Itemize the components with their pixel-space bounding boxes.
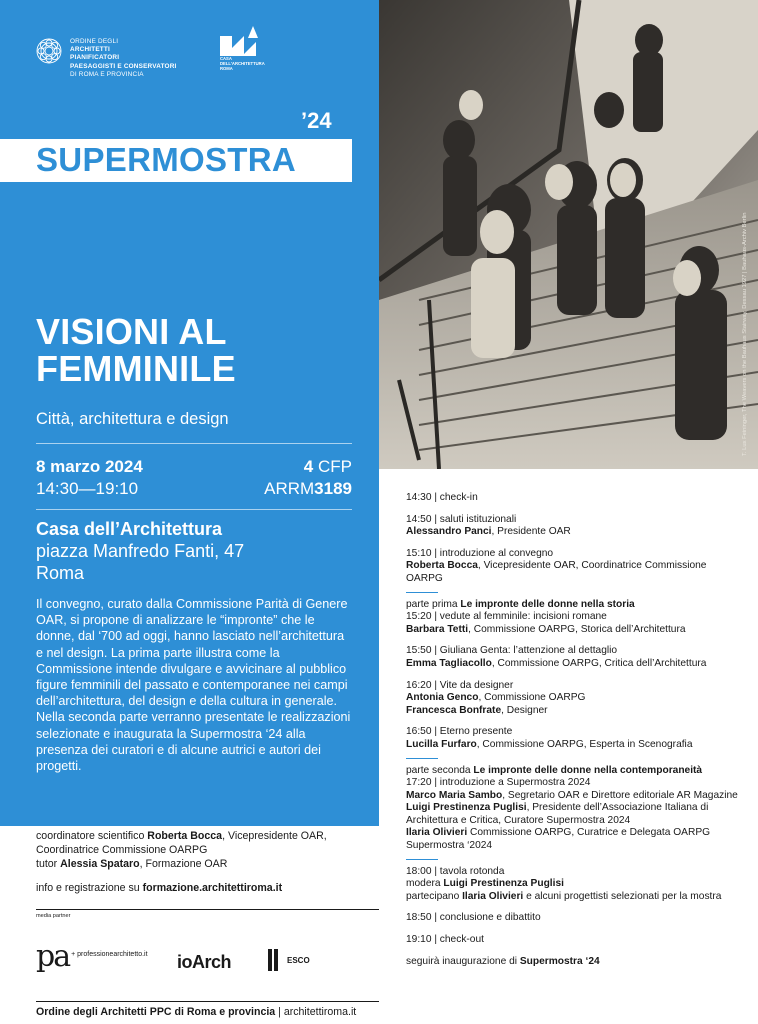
speaker-role: , Vicepresidente OAR, Coordinatrice Commissione OARPG <box>406 560 707 584</box>
org-line: PAESAGGISTI E CONSERVATORI <box>70 62 177 70</box>
year-badge: ’24 <box>301 108 332 133</box>
org-line: ORDINE DEGLI <box>70 38 119 45</box>
esco-bars-icon <box>268 949 284 971</box>
event-date: 8 marzo 2024 <box>36 457 143 476</box>
moderator-label: modera <box>406 878 444 890</box>
program-time: 18:50 | conclusione e dibattito <box>406 912 541 924</box>
speaker-name: Luigi Prestinenza Puglisi <box>406 802 527 814</box>
program-time: 17:20 | introduzione a Supermostra 2024 <box>406 777 591 789</box>
ioarch-logo: ioArch <box>177 952 232 972</box>
speaker-role: , Commissione OARPG, Storica dell’Architettura <box>468 623 686 635</box>
subtitle: Città, architettura e design <box>36 410 229 428</box>
page-title <box>36 313 236 387</box>
speaker-role: , Presidente OAR <box>491 526 571 538</box>
title-line: VISIONI AL <box>36 311 227 352</box>
program-item <box>406 548 746 586</box>
speaker-name: Alessandro Panci <box>406 526 492 538</box>
casa-label: CASA DELL'ARCHITETTURA ROMA <box>220 56 265 71</box>
tutor-suffix: , Formazione OAR <box>139 858 228 870</box>
separator <box>406 758 438 759</box>
code-prefix: ARRM <box>264 479 315 498</box>
supermostra-title: SUPERMOSTRA <box>36 141 296 178</box>
participants-label: partecipano <box>406 890 463 902</box>
part-title: Le impronte delle donne nella storia <box>460 598 635 610</box>
org-line: PIANIFICATORI <box>70 54 120 62</box>
code-number: 3189 <box>314 479 352 498</box>
photo-illustration-icon <box>379 0 758 469</box>
speaker-line <box>406 560 746 585</box>
coordination-info <box>36 829 366 871</box>
speaker-line <box>406 827 746 852</box>
speaker-role: , Commissione OARPG, Critica dell’Architettura <box>491 657 707 669</box>
speaker-line <box>406 658 746 671</box>
speaker-name: Antonia Genco <box>406 692 479 704</box>
program-schedule <box>406 492 746 977</box>
part-title: Le impronte delle donne nella contemporaneità <box>473 764 703 776</box>
program-item <box>406 912 746 925</box>
speaker-name: Barbara Tetti <box>406 623 469 635</box>
speaker-line <box>406 692 746 705</box>
program-item <box>406 492 746 505</box>
speaker-name: Francesca Bonfrate <box>406 704 502 716</box>
speaker-name: Ilaria Olivieri <box>406 827 468 839</box>
speaker-role: , Commissione OARPG, Esperta in Scenografia <box>476 738 693 750</box>
coord-name: Roberta Bocca <box>147 830 223 842</box>
part-heading <box>406 599 746 612</box>
speaker-role: , Presidente dell’Associazione Italiana di Architettura e Critica, Curatore Supermostra 2024 <box>406 802 709 826</box>
speaker-line <box>406 790 746 803</box>
part-label: parte seconda <box>406 764 474 776</box>
moderator-line <box>406 878 746 891</box>
program-time: 15:20 | vedute al femminile: incisioni romane <box>406 611 607 623</box>
footer-org: Ordine degli Architetti PPC di Roma e provincia <box>36 1006 276 1018</box>
speaker-name: Lucilla Furfaro <box>406 738 477 750</box>
program-part-one <box>406 599 746 637</box>
closing-prefix: seguirà inaugurazione di <box>406 955 520 967</box>
program-time: 15:50 | Giuliana Genta: l’attenzione al dettaglio <box>406 645 618 657</box>
media-partner-label: media partner <box>36 913 71 919</box>
program-time: 14:50 | saluti istituzionali <box>406 513 517 525</box>
participants-line <box>406 891 746 904</box>
coord-prefix: coordinatore scientifico <box>36 830 148 842</box>
cfp-number: 4 <box>303 457 314 476</box>
event-panel <box>0 0 379 826</box>
speaker-line <box>406 802 746 827</box>
participants-rest: e alcuni progettisti selezionati per la mostra <box>523 890 722 902</box>
footer <box>36 1006 356 1018</box>
speaker-role: , Segretario OAR e Direttore editoriale AR Magazine <box>502 789 738 801</box>
program-time: 15:10 | introduzione al convegno <box>406 547 554 559</box>
speaker-line <box>406 739 746 752</box>
speaker-name: Luigi Prestinenza Puglisi <box>443 878 564 890</box>
speaker-role: Commissione OARPG, Curatrice e Delegata OARPG Supermostra ‘2024 <box>406 827 711 852</box>
divider <box>36 1001 379 1002</box>
divider <box>36 443 352 444</box>
venue-city: Roma <box>36 563 85 583</box>
part-label: parte prima <box>406 598 461 610</box>
program-item <box>406 866 746 904</box>
speaker-name: Ilaria Olivieri <box>462 890 524 902</box>
speaker-line <box>406 624 746 637</box>
speaker-role: , Commissione OARPG <box>478 692 586 704</box>
program-time: 19:10 | check-out <box>406 934 484 946</box>
separator <box>406 859 438 860</box>
separator <box>406 592 438 593</box>
registration-link[interactable]: formazione.architettiroma.it <box>142 882 283 894</box>
pa-mark: pa <box>36 939 70 974</box>
coord-line: Coordinatrice Commissione OARPG <box>36 844 208 856</box>
venue-name: Casa dell’Architettura <box>36 519 223 539</box>
program-item <box>406 934 746 947</box>
program-time: 18:00 | tavola rotonda <box>406 865 505 877</box>
program-part-two <box>406 765 746 853</box>
org-line: ARCHITETTI <box>70 46 110 54</box>
oar-name <box>70 38 177 79</box>
program-item <box>406 645 746 670</box>
coord-suffix: , Vicepresidente OAR, <box>222 830 327 842</box>
divider <box>36 909 379 910</box>
coord-line <box>36 829 366 843</box>
cfp-label: CFP <box>313 457 352 476</box>
speaker-line <box>406 526 746 539</box>
venue-address: piazza Manfredo Fanti, 47 <box>36 541 245 561</box>
divider <box>36 509 352 510</box>
registration-info <box>36 882 282 894</box>
pa-text: + professionearchitetto.it <box>71 951 148 958</box>
program-time: 14:30 | check-in <box>406 492 478 503</box>
footer-site[interactable]: | architettiroma.it <box>275 1006 357 1018</box>
program-time: 16:20 | Vite da designer <box>406 679 514 691</box>
title-line: FEMMINILE <box>36 348 236 389</box>
program-item <box>406 514 746 539</box>
esco-logo <box>268 949 310 971</box>
tutor-name: Alessia Spataro <box>60 858 140 870</box>
speaker-line <box>406 705 746 718</box>
supermostra-band <box>0 139 352 182</box>
cfp-credits <box>304 457 352 477</box>
professionearchitetto-logo <box>36 939 148 974</box>
esco-letters: ESCO <box>287 955 310 965</box>
tutor-prefix: tutor <box>36 858 61 870</box>
org-line: DI ROMA E PROVINCIA <box>70 70 144 78</box>
program-item <box>406 680 746 718</box>
tutor-line <box>36 857 366 871</box>
event-time: 14:30—19:10 <box>36 479 139 498</box>
speaker-role: , Designer <box>501 704 548 716</box>
part-heading <box>406 765 746 778</box>
program-item <box>406 956 746 969</box>
program-item <box>406 726 746 751</box>
photo-credit: T. Lux Feininger, The Weavers on the Bauhaus Stairway, Dessau 1927 | Bauhaus-Archiv Berlin <box>742 212 748 456</box>
rosette-icon <box>36 38 62 64</box>
event-description: Il convegno, curato dalla Commissione Parità di Genere OAR, si propone di analizzare le “impronte” che le donne, dal ‘700 ad oggi, hanno lasciato nell’architettura e nel design. La prima parte illustra come la Commissione intende divulgare e avvicinare al pubblico figure femminili del passato e contemporanee nei campi dell’architettura, del design e della cultura in generale. Nella seconda parte verranno presentate le realizzazioni selezionate e inaugurata la Supermostra ‘24 alla presenza dei curatori e di alcune autrici e autori dei progetti. <box>36 597 351 774</box>
speaker-name: Marco Maria Sambo <box>406 789 503 801</box>
oar-logo <box>36 38 177 79</box>
bauhaus-stairway-photo <box>379 0 758 469</box>
closing-name: Supermostra ‘24 <box>519 955 600 967</box>
speaker-name: Emma Tagliacollo <box>406 657 492 669</box>
info-prefix: info e registrazione su <box>36 882 143 894</box>
program-time: 16:50 | Eterno presente <box>406 726 513 738</box>
speaker-name: Roberta Bocca <box>406 560 478 572</box>
event-code <box>264 479 352 499</box>
